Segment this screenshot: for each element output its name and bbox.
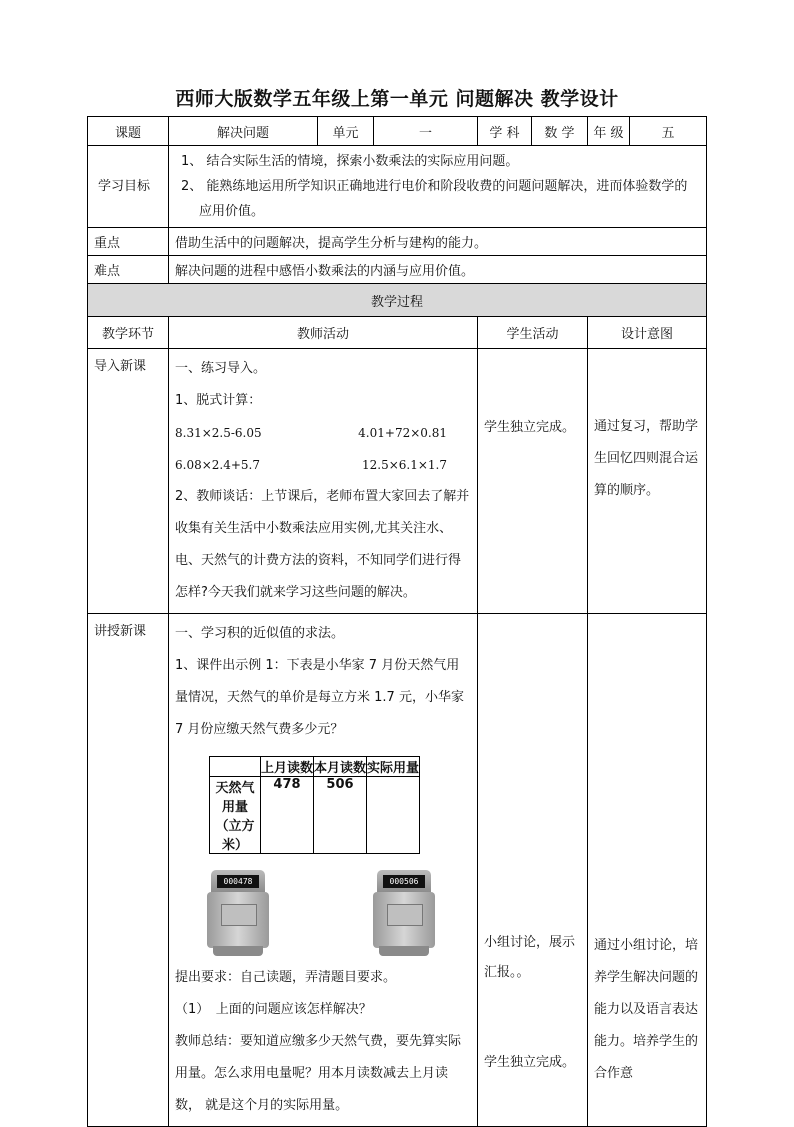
text-line: 教师总结：要知道应缴多少天然气费，要先算实际用量。怎么求用电量呢？用本月读数减去上月读数， 就是这个月的实际用量。 bbox=[175, 1034, 462, 1113]
mini-header: 本月读数 bbox=[314, 757, 367, 777]
design-intent-new: 通过小组讨论，培养学生解决问题的能力以及语言表达能力。培养学生的合作意 bbox=[588, 614, 707, 1127]
col-intent: 设计意图 bbox=[588, 317, 707, 349]
stage-intro: 导入新课 bbox=[88, 349, 169, 614]
goals-label: 学习目标 bbox=[88, 146, 169, 228]
goals-content bbox=[169, 146, 707, 228]
text-line: 一、练习导入。 bbox=[175, 361, 267, 376]
subject-label: 学 科 bbox=[478, 117, 532, 146]
design-intent-intro: 通过复习，帮助学生回忆四则混合运算的顺序。 bbox=[588, 349, 707, 614]
text-line: 1、脱式计算： bbox=[175, 393, 262, 408]
difficulty-text: 解决问题的进程中感悟小数乘法的内涵与应用价值。 bbox=[169, 256, 707, 284]
mini-header: 实际用量 bbox=[367, 757, 420, 777]
subject-value: 数 学 bbox=[532, 117, 588, 146]
difficulty-label: 难点 bbox=[88, 256, 169, 284]
topic-value: 解决问题 bbox=[169, 117, 318, 146]
mini-value: 478 bbox=[261, 777, 314, 854]
section-intro-row bbox=[88, 349, 707, 614]
mini-value: 506 bbox=[314, 777, 367, 854]
goals-row bbox=[88, 146, 707, 228]
teacher-talk: 2、教师谈话：上节课后，老师布置大家回去了解并收集有关生活中小数乘法应用实例,尤其关注水、电、天然气的计费方法的资料，不知同学们进行得怎样?今天我们就来学习这些问题的解决。 bbox=[175, 489, 470, 600]
grade-value: 五 bbox=[630, 117, 707, 146]
meter-reading: 000478 bbox=[217, 875, 259, 888]
student-activity-intro: 学生独立完成。 bbox=[478, 349, 588, 614]
student-text: 小组讨论，展示汇报。。 bbox=[484, 935, 576, 980]
teacher-activity-intro bbox=[169, 349, 478, 614]
section-new-row bbox=[88, 614, 707, 1127]
goal-item: 2、 能熟练地运用所学知识正确地进行电价和阶段收费的问题问题解决，进而体验数学的应用价值。 bbox=[181, 179, 688, 219]
gas-meter-images bbox=[207, 870, 471, 956]
unit-value: 一 bbox=[374, 117, 478, 146]
lesson-plan-table bbox=[87, 116, 707, 1127]
student-activity-new bbox=[478, 614, 588, 1127]
calc-row bbox=[175, 449, 471, 481]
col-student: 学生活动 bbox=[478, 317, 588, 349]
key-point-row bbox=[88, 228, 707, 256]
column-header-row bbox=[88, 317, 707, 349]
document-title: 西师大版数学五年级上第一单元 问题解决 教学设计 bbox=[175, 88, 619, 110]
text-line: 1、课件出示例 1：下表是小华家 7 月份天然气用量情况，天然气的单价是每立方米 1.7 元，小华家 7 月份应缴天然气费多少元？ bbox=[175, 658, 464, 737]
text-line: （1） 上面的问题应该怎样解决？ bbox=[175, 1002, 372, 1017]
teacher-activity-new bbox=[169, 614, 478, 1127]
meter-reading: 000506 bbox=[383, 875, 425, 888]
mini-header bbox=[210, 757, 261, 777]
col-stage: 教学环节 bbox=[88, 317, 169, 349]
goal-item: 1、 结合实际生活的情境，探索小数乘法的实际应用问题。 bbox=[181, 154, 519, 169]
calc-expression: 6.08×2.4+5.7 bbox=[175, 458, 260, 472]
col-teacher: 教师活动 bbox=[169, 317, 478, 349]
topic-label: 课题 bbox=[88, 117, 169, 146]
unit-label: 单元 bbox=[318, 117, 374, 146]
difficulty-row bbox=[88, 256, 707, 284]
grade-label: 年 级 bbox=[588, 117, 630, 146]
mini-row-label: 天然气用量（立方米） bbox=[210, 777, 261, 854]
student-text: 学生独立完成。 bbox=[484, 1055, 576, 1070]
key-point-label: 重点 bbox=[88, 228, 169, 256]
text-line: 提出要求：自己读题，弄清题目要求。 bbox=[175, 970, 397, 985]
gas-usage-table bbox=[209, 756, 420, 854]
stage-new: 讲授新课 bbox=[88, 614, 169, 1127]
calc-row bbox=[175, 417, 471, 449]
process-title: 教学过程 bbox=[88, 284, 707, 317]
gas-meter-icon bbox=[373, 870, 435, 956]
mini-value bbox=[367, 777, 420, 854]
text-line: 一、学习积的近似值的求法。 bbox=[175, 626, 345, 641]
calc-expression: 4.01+72×0.81 bbox=[358, 426, 447, 440]
calc-expression: 12.5×6.1×1.7 bbox=[362, 458, 447, 472]
key-point-text: 借助生活中的问题解决，提高学生分析与建构的能力。 bbox=[169, 228, 707, 256]
gas-meter-icon bbox=[207, 870, 269, 956]
header-row bbox=[88, 117, 707, 146]
process-title-row bbox=[88, 284, 707, 317]
calc-expression: 8.31×2.5-6.05 bbox=[175, 426, 262, 440]
mini-header: 上月读数 bbox=[261, 757, 314, 777]
